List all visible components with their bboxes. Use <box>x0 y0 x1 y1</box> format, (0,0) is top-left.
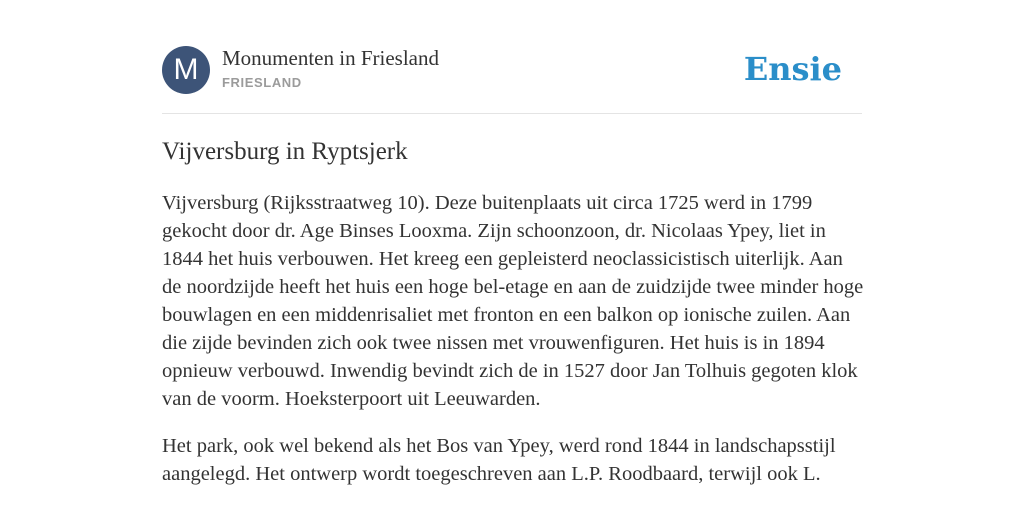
article-paragraph: Vijversburg (Rijksstraatweg 10). Deze buitenplaats uit circa 1725 werd in 1799 gekocht door dr. Age Binses Looxma. Zijn schoonzoon, dr. Nicolaas Ypey, liet in 1844 het huis verbouwen. Het kreeg een gepleisterd neoclassicistisch uiterlijk. Aan de noordzijde heeft het huis een hoge bel-etage en aan de zuidzijde twee minder hoge bouwlagen en een middenrisaliet met fronton en een balkon op ionische zuilen. Aan die zijde bevinden zich ook twee nissen met vrouwenfiguren. Het huis is in 1894 opnieuw verbouwd. Inwendig bevindt zich de in 1527 door Jan Tolhuis gegoten klok van de voorm. Hoeksterpoort uit Leeuwarden. <box>162 192 864 410</box>
source-header <box>162 46 862 96</box>
source-avatar[interactable]: M <box>162 46 210 94</box>
ensie-logo[interactable]: Ensie <box>743 50 842 88</box>
source-subtitle: FRIESLAND <box>222 75 302 90</box>
source-name-link[interactable]: Monumenten in Friesland <box>222 46 439 70</box>
header-divider <box>162 113 862 114</box>
article-title: Vijversburg in Ryptsjerk <box>162 138 408 165</box>
article-body <box>162 189 867 507</box>
article-paragraph: Het park, ook wel bekend als het Bos van Ypey, werd rond 1844 in landschapsstijl aangelegd. Het ontwerp wordt toegeschreven aan L.P. Roodbaard, terwijl ook L. <box>162 435 836 485</box>
